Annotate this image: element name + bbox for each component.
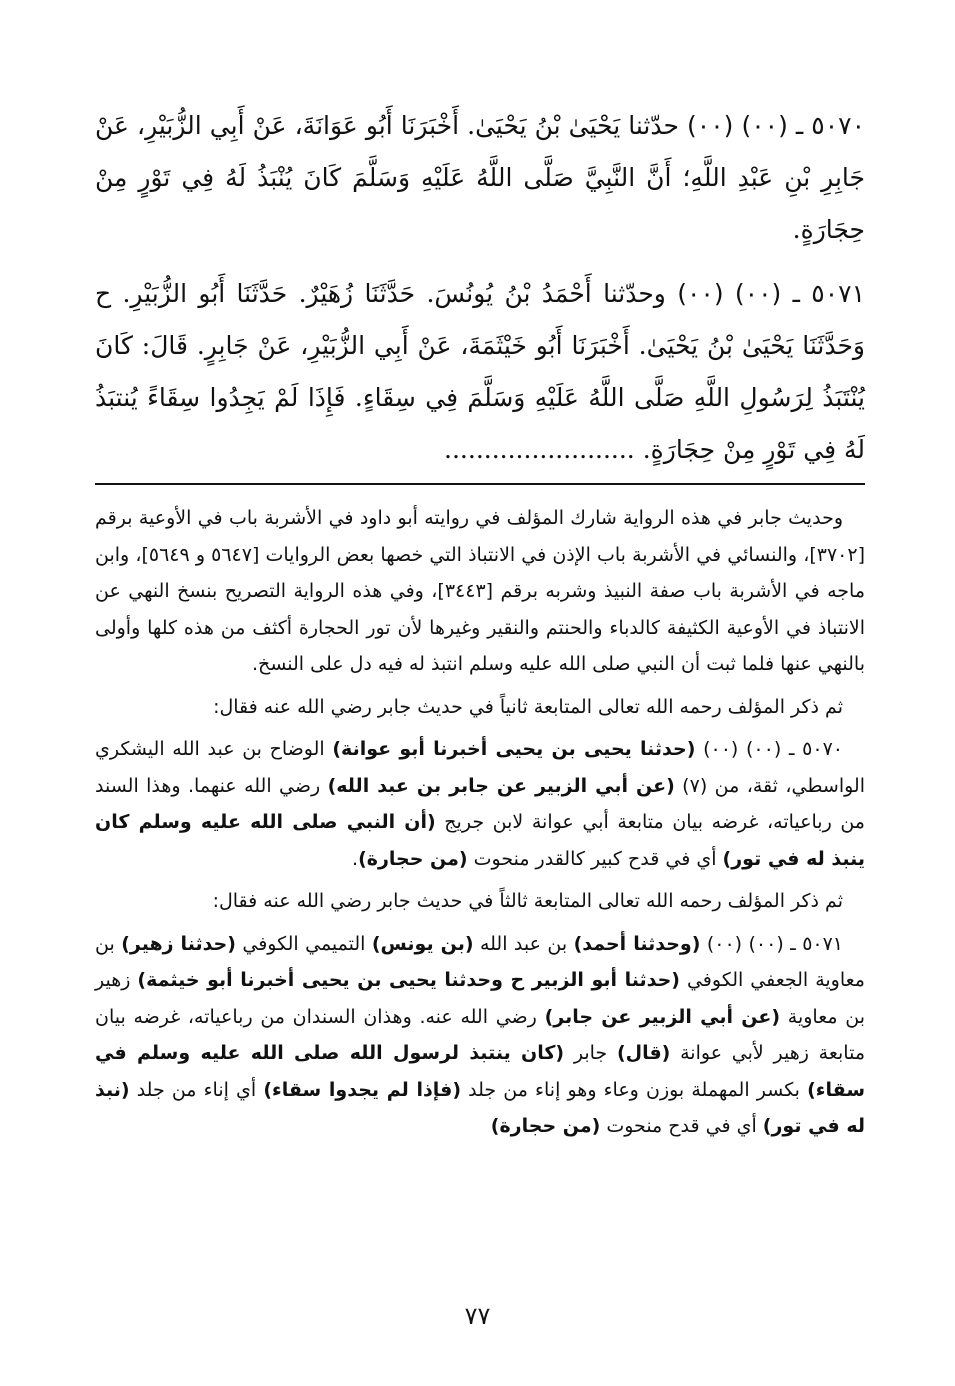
quoted-text: (بن يونس) [371,932,474,955]
quoted-text: (من حجارة) [490,1115,601,1137]
hadith-number: ٥٠٧١ ـ (٠٠) (٠٠) [677,279,865,308]
hadith-5070 [95,100,865,256]
quoted-text: (عن أبي الزبير عن جابر بن عبد الله) [327,774,675,797]
quoted-text: (وحدثنا أحمد) [573,932,701,955]
quoted-text: (كان ينتبذ لرسول الله صلى الله عليه وسلم في سقاء) [95,1042,865,1101]
quoted-text: (فإذا لم يجدوا سقاء) [263,1078,462,1101]
page-number: ٧٧ [464,1302,491,1330]
commentary-text: أي إناء من جلد [129,1078,264,1101]
footnote-divider [95,483,865,485]
commentary [95,500,865,1151]
commentary-text: ٥٠٧١ ـ (٠٠) (٠٠) [700,932,844,955]
commentary-text: بن معاوية الجعفي الكوفي [95,932,865,991]
commentary-text: التميمي الكوفي [235,932,372,955]
commentary-text: أي في قدح كبير كالقدر منحوت [467,847,723,870]
quoted-text: (حدثنا أبو الزبير ح وحدثنا يحيى بن يحيى أخبرنا أبو خيثمة) [137,969,680,991]
commentary-paragraph: وحديث جابر في هذه الرواية شارك المؤلف في روايته أبو داود في الأشربة باب في الأوعية برقم [٣٧٠٢]، والنسائي في الأشربة باب الإذن في الانتباذ التي خصها بعض الروايات [٥٦٤٧ و ٥٦٤٩]، وابن ماجه في الأشربة باب صفة النبيذ وشربه برقم [٣٤٤٣]، وفي هذه الرواية التصريح بنسخ النهي عن الانتباذ في الأوعية الكثيفة كالدباء والحنتم والنقير وغيرها لأن تور الحجارة أكثف من هذه كلها وأولى بالنهي عنها فلما ثبت أن النبي صلى الله عليه وسلم انتبذ له فيه دل على النسخ. [95,507,865,675]
commentary-text: . [352,847,359,870]
commentary-text: جابر [564,1042,617,1064]
commentary-paragraph: ثم ذكر المؤلف رحمه الله تعالى المتابعة ثالثاً في حديث جابر رضي الله عنه فقال: [212,890,843,912]
commentary-text: زهير بن معاوية [95,969,865,1028]
commentary-text: رضي الله عنهما. وهذا السند من رباعياته، غرضه بيان متابعة أبي عوانة لابن جريج [95,774,865,833]
quoted-text: (حدثنا زهير) [121,932,236,955]
commentary-paragraph [95,731,865,877]
commentary-text: أي في قدح منحوت [600,1115,763,1137]
quoted-text: (نبذ له في تور) [95,1078,865,1137]
commentary-paragraph: ثم ذكر المؤلف رحمه الله تعالى المتابعة ثانياً في حديث جابر رضي الله عنه فقال: [213,695,843,718]
commentary-text: رضي الله عنه. وهذان السندان من رباعياته، غرضه بيان متابعة زهير لأبي عوانة [95,1005,865,1064]
quoted-text: (عن أبي الزبير عن جابر) [544,1005,781,1028]
quoted-text: (أن النبي صلى الله عليه وسلم كان ينبذ له في تور) [95,811,865,870]
hadith-text: وحدّثنا أَحْمَدُ بْنُ يُونُسَ. حَدَّثَنَا زُهَيْرٌ. حَدَّثَنَا أَبُو الزُّبَيْرِ. ح وَحَدَّثَنَا يَحْيَىٰ بْنُ يَحْيَىٰ. أَخْبَرَنَا أَبُو خَيْثَمَةَ، عَنْ أَبِي الزُّبَيْرِ، عَنْ جَابِرٍ. قَالَ: كَانَ يُنْتَبَذُ لِرَسُولِ اللَّهِ صَلَّى اللَّهُ عَلَيْهِ وَسَلَّمَ فِي سِقَاءٍ. فَإِذَا لَمْ يَجِدُوا سِقَاءً يُنتبَذُ لَهُ فِي تَوْرٍ مِنْ حِجَارَةٍ. ........................ [95,279,865,464]
hadith-number: ٥٠٧٠ ـ (٠٠) (٠٠) [687,111,865,140]
hadith-text: حدّثنا يَحْيَىٰ بْنُ يَحْيَىٰ. أَخْبَرَنَا أَبُو عَوَانَةَ، عَنْ أَبِي الزُّبَيْرِ، عَنْ جَابِرِ بْنِ عَبْدِ اللَّهِ؛ أَنَّ النَّبِيَّ صَلَّى اللَّهُ عَلَيْهِ وَسَلَّمَ كَانَ يُنْبَذُ لَهُ فِي تَوْرٍ مِنْ حِجَارَةٍ. [95,111,865,244]
commentary-paragraph [95,926,865,1145]
commentary-text: الوضاح بن عبد الله اليشكري الواسطي، ثقة، من (٧) [95,738,865,797]
quoted-text: (حدثنا يحيى بن يحيى أخبرنا أبو عوانة) [332,738,696,760]
commentary-text: بن عبد الله [473,932,574,955]
quoted-text: (قال) [616,1042,671,1064]
commentary-text: بكسر المهملة بوزن وعاء وهو إناء من جلد [461,1078,808,1101]
commentary-text: ٥٠٧٠ ـ (٠٠) (٠٠) [695,738,843,760]
hadith-5071 [95,268,865,476]
quoted-text: (من حجارة) [358,847,468,870]
